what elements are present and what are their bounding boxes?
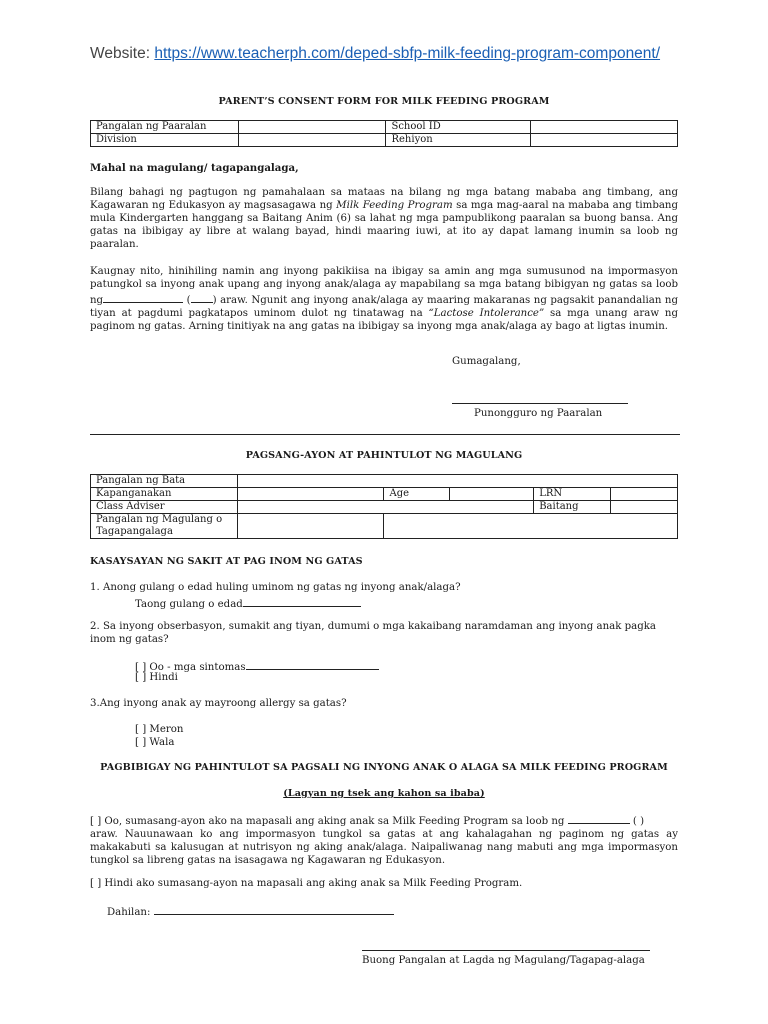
letter-paragraph-1	[90, 186, 678, 251]
p1-text-a: Bilang bahagi ng pagtugon ng pamahalaan sa mataas na bilang ng mga batang mababa ang timbang, ang Kagawaran ng Edukasyon ay magsasagawa ng	[90, 187, 678, 211]
reason-label: Dahilan:	[107, 907, 151, 918]
p2-italic: “Lactose Intolerance”	[428, 308, 545, 319]
consent-yes-text-c: araw. Nauunawaan ko ang impormasyon tungkol sa gatas at ang kahalagahan ng paginom ng gatas ay makakabuti sa kalusugan at nutrisyon ng aking anak/alaga. Naipaliwanag nang mabuti ang mga impormasyon tungkol sa libreng gatas na isasagawa ng Kagawaran ng Edukasyon.	[90, 829, 678, 866]
reason-blank[interactable]	[154, 903, 394, 915]
permission-instruction: (Lagyan ng tsek ang kahon sa ibaba)	[283, 788, 485, 799]
parent-signature-field[interactable]	[384, 514, 678, 539]
parent-signature-label: Buong Pangalan at Lagda ng Magulang/Tagapag-alaga	[362, 955, 645, 966]
question-1: 1. Anong gulang o edad huling uminom ng gatas ng inyong anak/alaga?	[90, 582, 461, 593]
school-info-table	[90, 120, 678, 147]
website-line	[90, 44, 660, 64]
parent-name-field[interactable]	[237, 514, 384, 539]
days-blank[interactable]	[103, 291, 183, 303]
consent-no-option[interactable]: [ ] Hindi ako sumasang-ayon na mapasali ang aking anak sa Milk Feeding Program.	[90, 878, 523, 889]
p2-text-d: sa mga unang araw ng paginom ng gatas. Arning tinitiyak na ang gatas na ibibigay sa inyong mga anak/alaga ay bago at ligtas inumin.	[90, 308, 678, 332]
q1-answer	[135, 595, 361, 611]
school-id-label: School ID	[386, 121, 531, 134]
table-row	[91, 488, 678, 501]
consent-yes-paragraph	[90, 812, 678, 867]
yes-days-blank[interactable]	[568, 812, 630, 824]
grade-label: Baitang	[534, 501, 611, 514]
region-label: Rehiyon	[386, 134, 531, 147]
age-label: Age	[384, 488, 450, 501]
adviser-field[interactable]	[237, 501, 533, 514]
lrn-label: LRN	[534, 488, 611, 501]
division-label: Division	[91, 134, 239, 147]
p2-text-a: Kaugnay nito, hinihiling namin ang inyong pakikiisa na ibigay sa amin ang mga sumusunod na impormasyon patungkol sa inyong anak upang ang inyong anak/alaga ay mapabilang sa mga batang bibigyan ng gatas sa loob ng	[90, 266, 678, 306]
form-title: PARENT’S CONSENT FORM FOR MILK FEEDING PROGRAM	[218, 96, 550, 107]
p2-text-b: (	[183, 295, 191, 306]
p1-italic: Milk Feeding Program	[336, 200, 453, 211]
days-number-blank[interactable]	[191, 291, 213, 303]
letter-paragraph-2	[90, 265, 678, 333]
consent-title: PAGSANG-AYON AT PAHINTULOT NG MAGULANG	[245, 450, 523, 461]
q3-option-yes[interactable]: [ ] Meron	[135, 724, 184, 735]
symptoms-blank[interactable]	[246, 658, 379, 670]
website-link[interactable]: https://www.teacherph.com/deped-sbfp-milk-feeding-program-component/	[154, 45, 661, 62]
closing: Gumagalang,	[452, 356, 521, 367]
adviser-label: Class Adviser	[91, 501, 238, 514]
consent-yes-text-a[interactable]: [ ] Oo, sumasang-ayon ako na mapasali ang aking anak sa Milk Feeding Program sa loob ng	[90, 816, 565, 827]
age-field[interactable]	[450, 488, 534, 501]
lrn-field[interactable]	[611, 488, 678, 501]
child-name-label: Pangalan ng Bata	[91, 475, 238, 488]
website-label: Website:	[90, 45, 155, 62]
principal-signature-line[interactable]	[452, 403, 628, 404]
question-2: 2. Sa inyong obserbasyon, sumakit ang tiyan, dumumi o mga kakaibang naramdaman ang inyong anak pagka inom ng gatas?	[90, 621, 656, 645]
child-name-field[interactable]	[237, 475, 677, 488]
salutation: Mahal na magulang/ tagapangalaga,	[90, 162, 299, 174]
q1-answer-label: Taong gulang o edad	[135, 599, 243, 610]
p1-text-b: sa mga mag-aaral na mababa ang timbang mula Kindergarten hanggang sa Baitang Anim (6) sa lahat ng mga pampublikong paaralan sa buong bansa. Ang gatas na ibibigay ay libre at walang bayad, hindi maaring iuwi, at ito ay dapat lamang inumin sa loob ng paaralan.	[90, 200, 678, 250]
grade-field[interactable]	[611, 501, 678, 514]
history-title: KASAYSAYAN NG SAKIT AT PAG INOM NG GATAS	[90, 556, 363, 567]
child-info-table	[90, 474, 678, 539]
table-row	[91, 501, 678, 514]
p2-text-c: ) araw. Ngunit ang inyong anak/alaga ay maaring makaranas ng pagsakit panandalian ng tiyan at pagdumi pagkatapos uminom dulot ng tinatawag na	[90, 295, 678, 319]
birth-label: Kapanganakan	[91, 488, 238, 501]
birth-field[interactable]	[237, 488, 384, 501]
parent-signature-line[interactable]	[362, 950, 650, 951]
section-divider	[90, 434, 680, 435]
school-name-label: Pangalan ng Paaralan	[91, 121, 239, 134]
q2-option-no[interactable]: [ ] Hindi	[135, 672, 178, 683]
q3-option-no[interactable]: [ ] Wala	[135, 737, 175, 748]
table-row	[91, 134, 678, 147]
table-row	[91, 514, 678, 539]
permission-title: PAGBIBIGAY NG PAHINTULOT SA PAGSALI NG INYONG ANAK O ALAGA SA MILK FEEDING PROGRAM	[100, 762, 668, 773]
consent-yes-text-b: ( )	[629, 816, 645, 827]
school-id-field[interactable]	[531, 121, 678, 134]
reason-row	[107, 903, 394, 919]
principal-label: Punongguro ng Paaralan	[474, 408, 603, 419]
question-3: 3.Ang inyong anak ay mayroong allergy sa gatas?	[90, 698, 347, 709]
table-row	[91, 475, 678, 488]
division-field[interactable]	[238, 134, 386, 147]
table-row	[91, 121, 678, 134]
q2-opt1-label: [ ] Oo - mga sintomas	[135, 662, 246, 673]
region-field[interactable]	[531, 134, 678, 147]
parent-name-label	[91, 514, 238, 539]
school-name-field[interactable]	[238, 121, 386, 134]
parent-label-line2: Tagapangalaga	[96, 526, 173, 537]
age-blank[interactable]	[243, 595, 361, 607]
parent-label-line1: Pangalan ng Magulang o	[96, 514, 223, 525]
